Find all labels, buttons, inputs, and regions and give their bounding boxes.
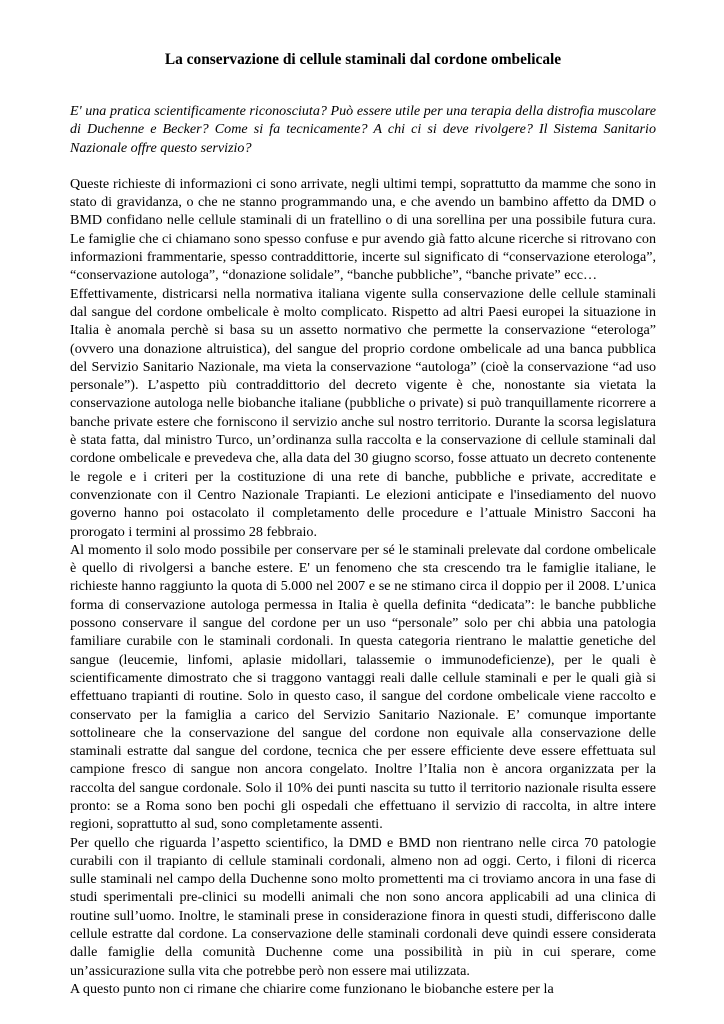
intro-questions: E' una pratica scientificamente riconosciuta? Può essere utile per una terapia della distrofia muscolare di Duchenne e Becker? Come si fa tecnicamente? A chi ci si deve rivolgere? Il Sistema Sanitario Nazionale offre questo servizio? bbox=[70, 103, 656, 156]
document-page bbox=[70, 50, 656, 998]
body-paragraph: Queste richieste di informazioni ci sono arrivate, negli ultimi tempi, soprattutto da mamme che sono in stato di gravidanza, o che ne stanno programmando una, e che avendo un bambino affetto da DMD o BMD confidano nelle cellule staminali di un fratellino o di una sorellina per una possibile futura cura. Le famiglie che ci chiamano sono spesso confuse e pur avendo già fatto alcune ricerche si ritrovano con informazioni frammentarie, spesso contraddittorie, incerte sul significato di “conservazione eterologa”, “conservazione autologa”, “donazione solidale”, “banche pubbliche”, “banche private” ecc… bbox=[70, 175, 656, 284]
document-title: La conservazione di cellule staminali dal cordone ombelicale bbox=[164, 51, 562, 68]
body-paragraph: Al momento il solo modo possibile per conservare per sé le staminali prelevate dal cordone ombelicale è quello di rivolgersi a banche estere. E' un fenomeno che sta crescendo tra le famiglie italiane, le richieste hanno raggiunto la quota di 5.000 nel 2007 e se ne stimano circa il doppio per il 2008. L’unica forma di conservazione autologa permessa in Italia è quella definita “dedicata”: le banche pubbliche possono conservare il sangue del cordone per un uso “personale” solo per chi abbia una patologia familiare curabile con le staminali cordonali. In questa categoria rientrano le malattie genetiche del sangue (leucemie, linfomi, aplasie midollari, talassemie o immunodeficienze), per le quali è scientificamente dimostrato che si traggono vantaggi reali dalle cellule staminali e per le quali già si effettuano trapianti di routine. Solo in questo caso, il sangue del cordone ombelicale viene raccolto e conservato per la famiglia a carico del Servizio Sanitario Nazionale. E’ comunque importante sottolineare che la conservazione del sangue del cordone non equivale alla conservazione delle staminali estratte dal sangue del cordone, tecnica che per essere efficiente deve essere effettuata sul campione fresco di sangue non ancora congelato. Inoltre l’Italia non è ancora organizzata per la raccolta del sangue cordonale. Solo il 10% dei punti nascita su tutto il territorio nazionale risulta essere pronto: se a Roma sono ben pochi gli ospedali che effettuano il servizio di raccolta, in altre intere regioni, soprattutto al sud, sono completamente assenti. bbox=[70, 541, 656, 833]
body-paragraph: Per quello che riguarda l’aspetto scientifico, la DMD e BMD non rientrano nelle circa 70 patologie curabili con il trapianto di cellule staminali cordonali, almeno non ad oggi. Certo, i filoni di ricerca sulle staminali nel campo della Duchenne sono molto promettenti ma ci troviamo ancora in una fase di studi sperimentali pre-clinici su modelli animali che non sono ancora applicabili ad una clinica di routine sull’uomo. Inoltre, le staminali prese in considerazione finora in questi studi, differiscono dalle cellule estratte dal cordone. La conservazione delle staminali cordonali deve quindi essere considerata dalle famiglie della comunità Duchenne come una possibilità in più in cui sperare, come un’assicurazione sulla vita che potrebbe però non essere mai utilizzata. bbox=[70, 834, 656, 979]
body-paragraph: A questo punto non ci rimane che chiarire come funzionano le biobanche estere per la bbox=[70, 980, 554, 997]
body-paragraph: Effettivamente, districarsi nella normativa italiana vigente sulla conservazione delle cellule staminali dal sangue del cordone ombelicale è molto complicato. Rispetto ad altri Paesi europei la situazione in Italia è anomala perchè si basa su un assetto normativo che permette la conservazione “eterologa” (ovvero una donazione altruistica), del sangue del proprio cordone ombelicale ad una banca pubblica del Servizio Sanitario Nazionale, ma vieta la conservazione “autologa” (cioè la conservazione “ad uso personale”). L’aspetto più contraddittorio del decreto vigente è che, nonostante sia vietata la conservazione autologa nelle biobanche italiane (pubbliche o private) si può tranquillamente ricorrere a banche private estere che forniscono il servizio anche sul nostro territorio. Durante la scorsa legislatura è stata fatta, dal ministro Turco, un’ordinanza sulla raccolta e la conservazione di cellule staminali dal cordone ombelicale e prevedeva che, alla data del 30 giugno scorso, fosse attuato un decreto contenente le regole e i criteri per la costituzione di una rete di banche, pubbliche e private, accreditate e convenzionate con il Centro Nazionale Trapianti. Le elezioni anticipate e l'insediamento del nuovo governo hanno poi ostacolato il completamento delle procedure e l’attuale Ministro Sacconi ha prorogato i termini al prossimo 28 febbraio. bbox=[70, 285, 656, 540]
